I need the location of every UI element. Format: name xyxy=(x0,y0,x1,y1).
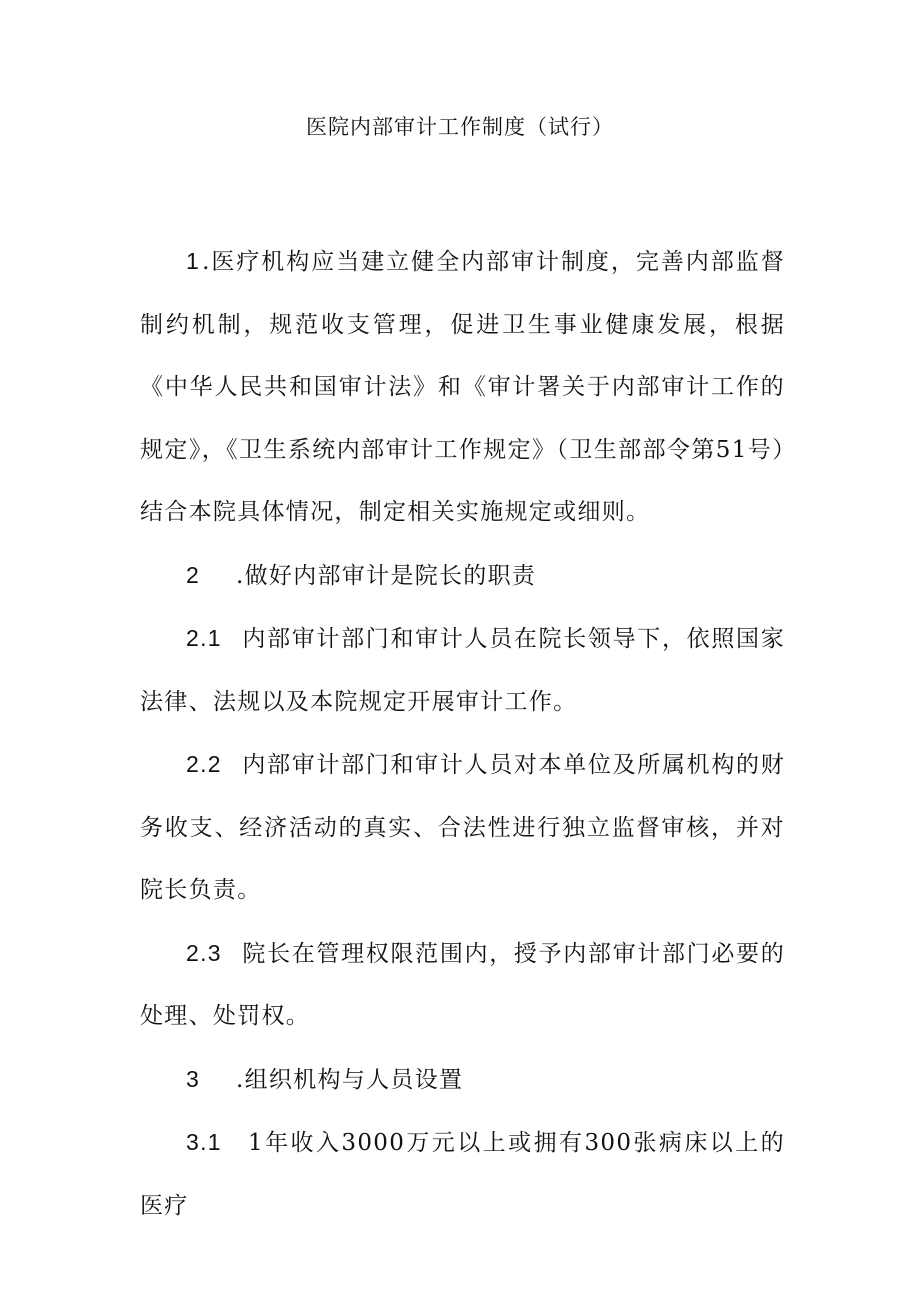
section-number: 2.3 xyxy=(186,939,222,966)
section-number: 2 xyxy=(186,561,201,588)
document-body xyxy=(140,230,785,1237)
paragraph-3 xyxy=(140,1048,785,1112)
section-number: 2.2 xyxy=(186,751,222,777)
paragraph-2-2 xyxy=(140,733,785,922)
paragraph-text: 院长在管理权限范围内，授予内部审计部门必要的处理、处罚权。 xyxy=(140,940,785,1029)
paragraph-text: 内部审计部门和审计人员对本单位及所属机构的财务收支、经济活动的真实、合法性进行独立监督审核，并对院长负责。 xyxy=(140,752,785,903)
section-number: 2.1 xyxy=(186,625,222,651)
paragraph-text: .组织机构与人员设置 xyxy=(236,1066,464,1093)
paragraph-2 xyxy=(140,544,785,608)
paragraph-text: .医疗机构应当建立健全内部审计制度，完善内部监督制约机制，规范收支管理，促进卫生事业健康发展，根据《中华人民共和国审计法》和《审计署关于内部审计工作的规定》，《卫生系统内部审计工作规定》（卫生部部令第51号）结合本院具体情况，制定相关实施规定或细则。 xyxy=(140,249,785,525)
paragraph-2-1 xyxy=(140,607,785,733)
paragraph-2-3 xyxy=(140,922,785,1048)
paragraph-text: 1年收入3000万元以上或拥有300张病床以上的医疗 xyxy=(140,1130,785,1219)
section-number: 1 xyxy=(186,248,201,274)
paragraph-text: .做好内部审计是院长的职责 xyxy=(236,562,537,589)
document-title: 医院内部审计工作制度（试行） xyxy=(306,115,614,139)
paragraph-text: 内部审计部门和审计人员在院长领导下，依照国家法律、法规以及本院规定开展审计工作。 xyxy=(140,626,785,715)
section-number: 3 xyxy=(186,1065,201,1092)
paragraph-3-1 xyxy=(140,1111,785,1237)
section-number: 3.1 xyxy=(186,1129,222,1155)
paragraph-1 xyxy=(140,230,785,544)
